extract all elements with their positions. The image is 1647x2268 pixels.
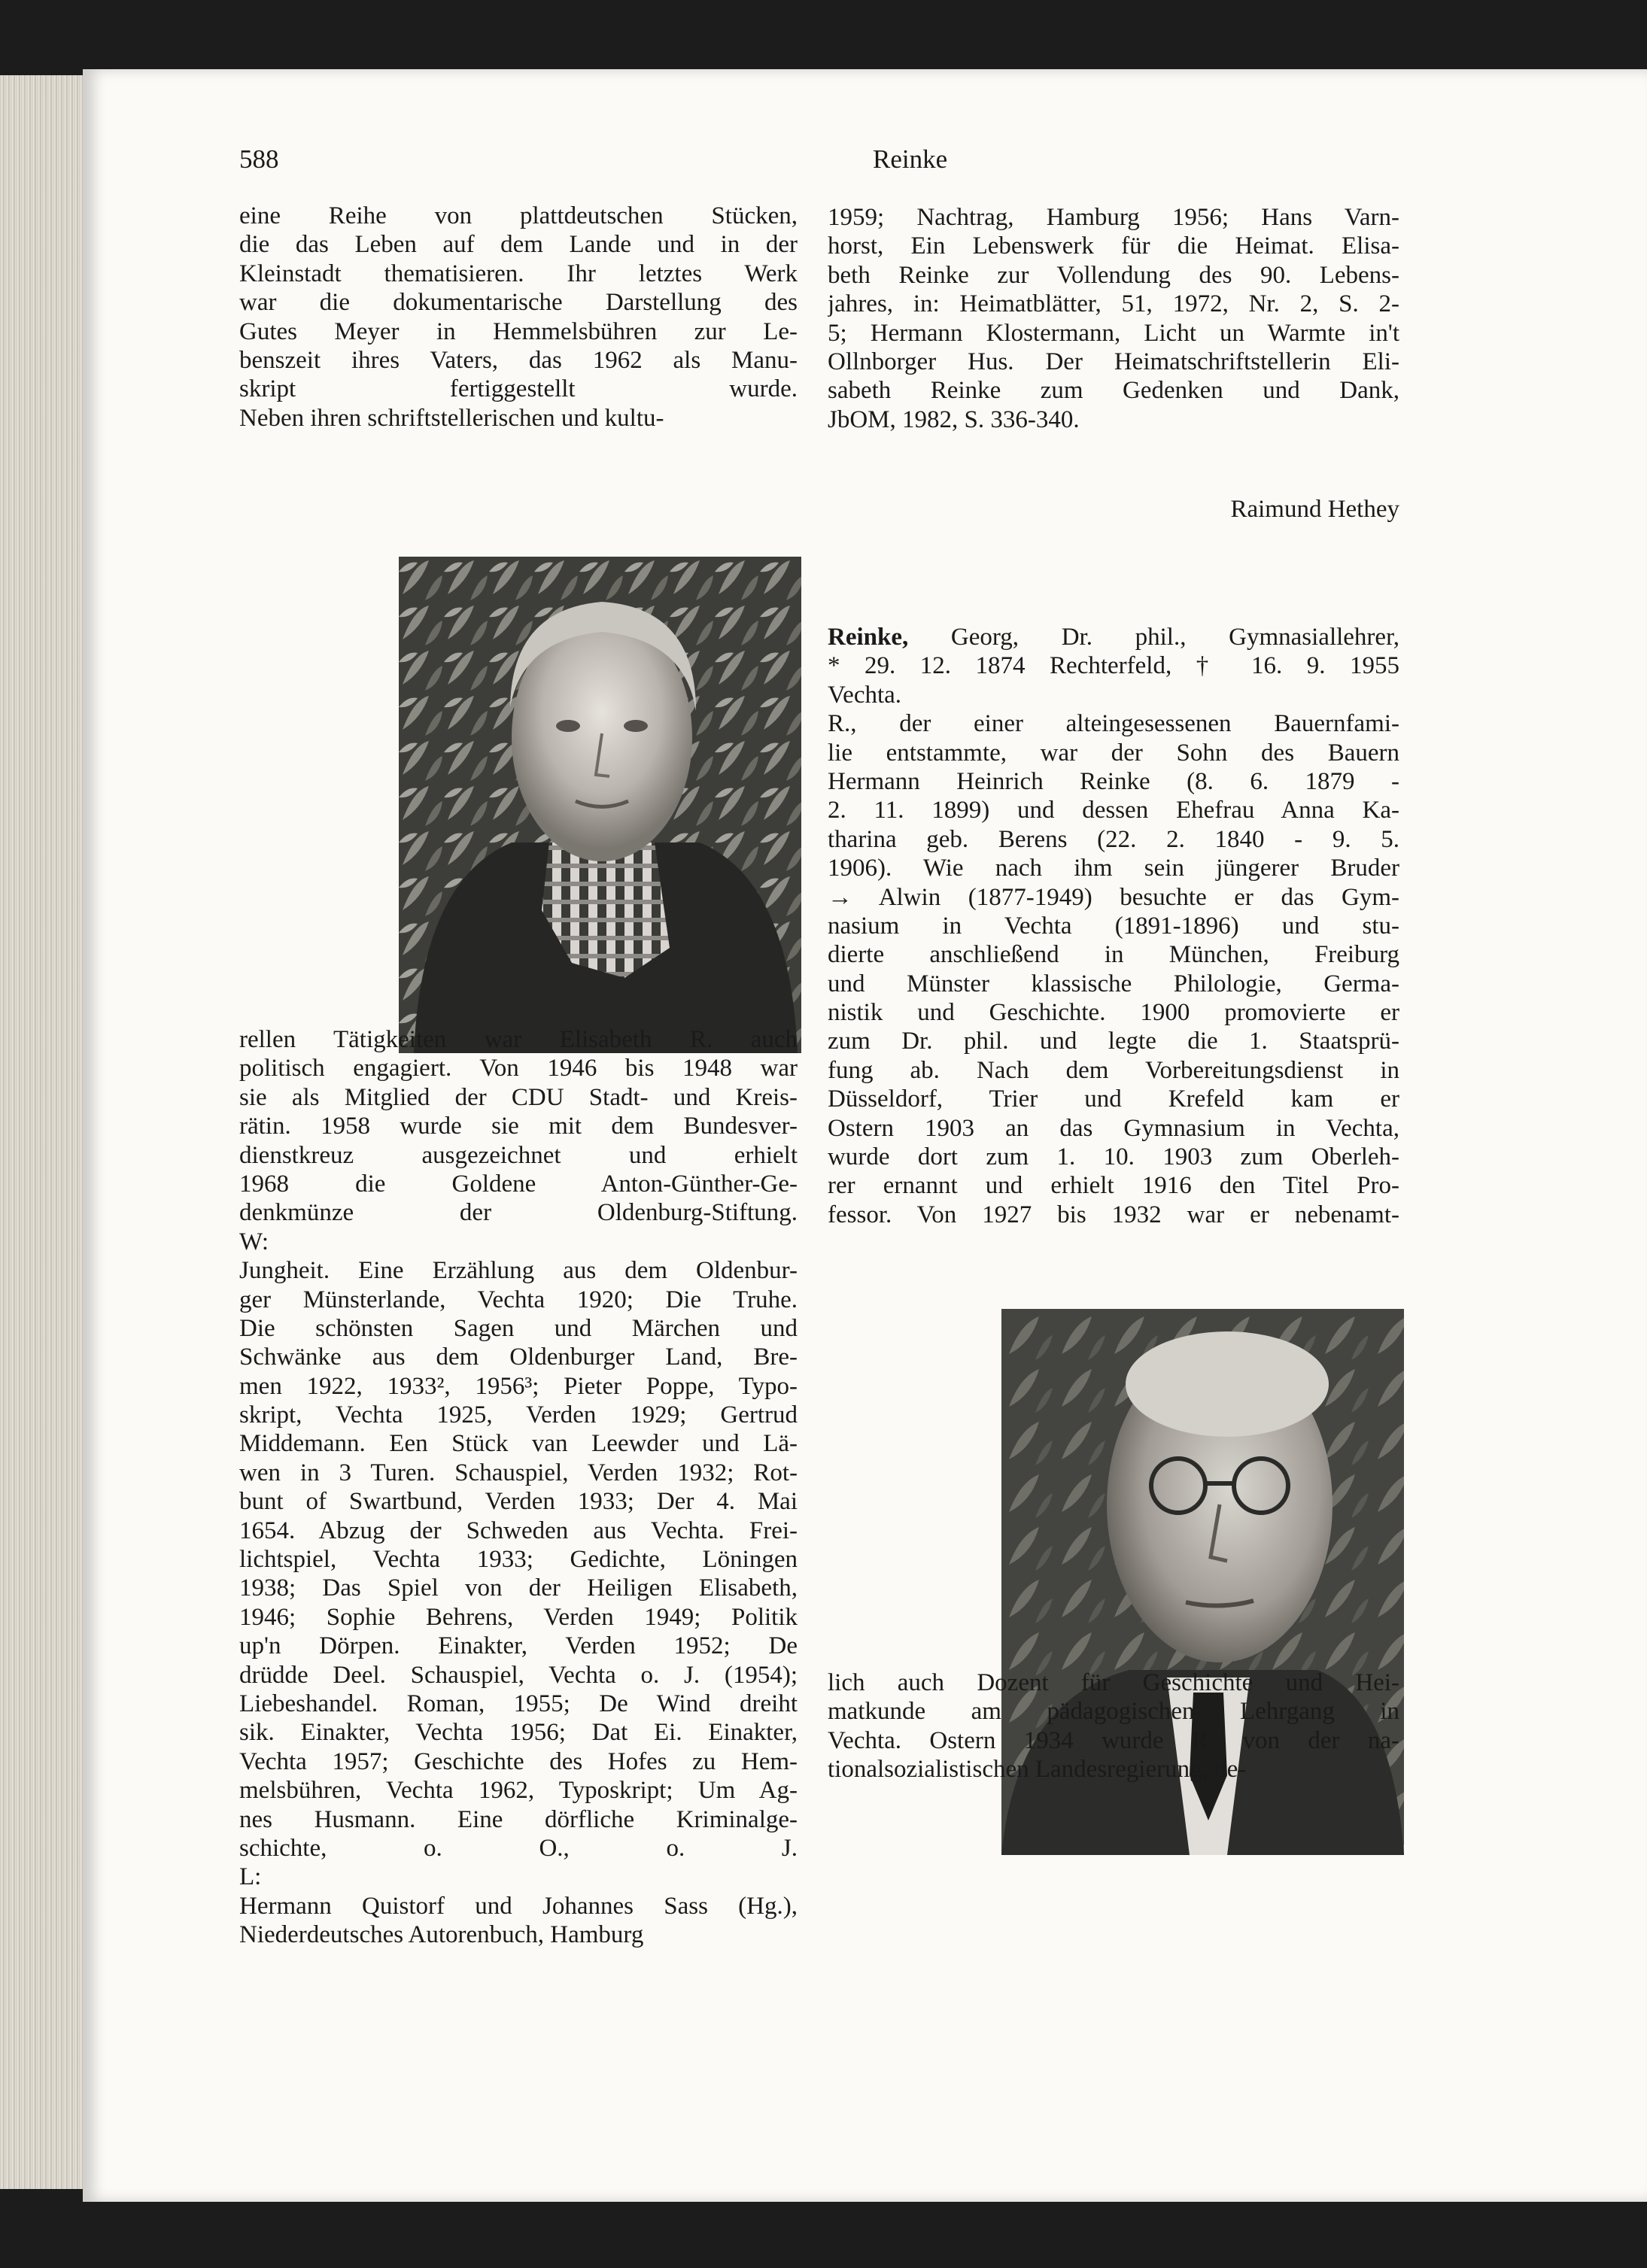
entry-line: fung ab. Nach dem Vorbereitungsdienst in bbox=[828, 1056, 1399, 1084]
entry-line: R., der einer alteingesessenen Bauernfami- bbox=[828, 710, 1399, 738]
entry-line: lie entstammte, war der Sohn des Bauern bbox=[828, 739, 1399, 767]
left-bottom-line: up'n Dörpen. Einakter, Verden 1952; De bbox=[239, 1632, 798, 1660]
entry-line: rer ernannt und erhielt 1916 den Titel Pro- bbox=[828, 1172, 1399, 1200]
right-top-line: horst, Ein Lebenswerk für die Heimat. Elisa- bbox=[828, 232, 1399, 260]
entry-line: Hermann Heinrich Reinke (8. 6. 1879 - bbox=[828, 767, 1399, 795]
left-bottom-line: Schwänke aus dem Oldenburger Land, Bre- bbox=[239, 1343, 798, 1371]
right-bottom-line: lich auch Dozent für Geschichte und Hei- bbox=[828, 1669, 1399, 1696]
left-bottom-line: ger Münsterlande, Vechta 1920; Die Truhe. bbox=[239, 1286, 798, 1313]
left-top-line: die das Leben auf dem Lande und in der bbox=[239, 231, 798, 259]
left-bottom-line: politisch engagiert. Von 1946 bis 1948 war bbox=[239, 1055, 798, 1082]
left-bottom-line: Middemann. Een Stück van Leewder und Lä- bbox=[239, 1430, 798, 1458]
left-bottom-line: Hermann Quistorf und Johannes Sass (Hg.), bbox=[239, 1892, 798, 1920]
left-bottom-line: 1938; Das Spiel von der Heiligen Elisabeth, bbox=[239, 1574, 798, 1602]
left-bottom-line: sik. Einakter, Vechta 1956; Dat Ei. Einakter, bbox=[239, 1719, 798, 1747]
entry-line: 1906). Wie nach ihm sein jüngerer Bruder bbox=[828, 855, 1399, 882]
entry-heading-rest: Georg, Dr. phil., Gymnasiallehrer, bbox=[908, 624, 1399, 651]
left-bottom-line: sie als Mitglied der CDU Stadt- und Kreis- bbox=[239, 1083, 798, 1111]
right-top-line: jahres, in: Heimatblätter, 51, 1972, Nr. 2, S. 2- bbox=[828, 290, 1399, 318]
right-top-line: sabeth Reinke zum Gedenken und Dank, bbox=[828, 377, 1399, 405]
entry-line: zum Dr. phil. und legte die 1. Staatsprü- bbox=[828, 1028, 1399, 1055]
left-bottom-line: 1946; Sophie Behrens, Verden 1949; Politik bbox=[239, 1603, 798, 1631]
left-top-line: skript fertiggestellt wurde. bbox=[239, 375, 798, 403]
left-top-line: Kleinstadt thematisieren. Ihr letztes Werk bbox=[239, 260, 798, 287]
entry-name: Reinke, bbox=[828, 624, 909, 651]
entry-line: * 29. 12. 1874 Rechterfeld, † 16. 9. 1955 bbox=[828, 652, 1399, 680]
entry-line: und Münster klassische Philologie, Germa- bbox=[828, 970, 1399, 997]
right-bottom-line: tionalsozialistischen Landesregierung, de- bbox=[828, 1756, 1247, 1784]
entry-line: dierte anschließend in München, Freiburg bbox=[828, 941, 1399, 969]
left-bottom-line: bunt of Swartbund, Verden 1933; Der 4. Mai bbox=[239, 1488, 798, 1516]
left-top-line: war die dokumentarische Darstellung des bbox=[239, 289, 798, 317]
right-top-line: JbOM, 1982, S. 336-340. bbox=[828, 405, 1080, 433]
left-bottom-line: drüdde Deel. Schauspiel, Vechta o. J. (1954); bbox=[239, 1661, 798, 1689]
left-top-line: benszeit ihres Vaters, das 1962 als Manu- bbox=[239, 346, 798, 374]
left-bottom-line: Jungheit. Eine Erzählung aus dem Oldenbur- bbox=[239, 1257, 798, 1285]
entry-line: tharina geb. Berens (22. 2. 1840 - 9. 5. bbox=[828, 825, 1399, 853]
georg-reinke-entry bbox=[828, 623, 1399, 1229]
left-bottom-line: melsbühren, Vechta 1962, Typoskript; Um Ag- bbox=[239, 1777, 798, 1805]
entry-line: 2. 11. 1899) und dessen Ehefrau Anna Ka- bbox=[828, 797, 1399, 824]
left-top-line: eine Reihe von plattdeutschen Stücken, bbox=[239, 202, 798, 229]
right-top-line: 1959; Nachtrag, Hamburg 1956; Hans Varn- bbox=[828, 204, 1399, 231]
right-bottom-line: matkunde am pädagogischen Lehrgang in bbox=[828, 1698, 1399, 1726]
left-bottom-line: L: bbox=[239, 1863, 262, 1891]
left-bottom-line: dienstkreuz ausgezeichnet und erhielt bbox=[239, 1141, 798, 1169]
author-signature: Raimund Hethey bbox=[1230, 496, 1399, 523]
book-page-edges bbox=[0, 75, 83, 2189]
entry-line: fessor. Von 1927 bis 1932 war er nebenamt- bbox=[828, 1201, 1399, 1228]
left-bottom-line: 1968 die Goldene Anton-Günther-Ge- bbox=[239, 1170, 798, 1198]
portrait-photo-elisabeth-reinke bbox=[399, 557, 801, 1053]
left-bottom-line: lichtspiel, Vechta 1933; Gedichte, Löningen bbox=[239, 1546, 798, 1574]
portrait-woman-image bbox=[399, 557, 801, 1053]
left-top-line: Gutes Meyer in Hemmelsbühren zur Le- bbox=[239, 317, 798, 345]
left-bottom-line: Niederdeutsches Autorenbuch, Hamburg bbox=[239, 1921, 644, 1949]
left-bottom-line: Liebeshandel. Roman, 1955; De Wind dreiht bbox=[239, 1690, 798, 1717]
running-title: Reinke bbox=[873, 144, 948, 174]
left-bottom-line: Vechta 1957; Geschichte des Hofes zu Hem- bbox=[239, 1747, 798, 1775]
left-bottom-line: rätin. 1958 wurde sie mit dem Bundesver- bbox=[239, 1113, 798, 1140]
left-bottom-line: schichte, o. O., o. J. bbox=[239, 1834, 798, 1862]
left-bottom-line: nes Husmann. Eine dörfliche Kriminalge- bbox=[239, 1805, 798, 1833]
entry-line: Vechta. bbox=[828, 681, 902, 709]
entry-line: Ostern 1903 an das Gymnasium in Vechta, bbox=[828, 1114, 1399, 1142]
right-top-line: beth Reinke zur Vollendung des 90. Lebens- bbox=[828, 261, 1399, 289]
left-bottom-line: denkmünze der Oldenburg-Stiftung. bbox=[239, 1199, 798, 1227]
left-column-top-text bbox=[239, 202, 798, 433]
right-column-top-text bbox=[828, 203, 1399, 434]
left-bottom-line: 1654. Abzug der Schweden aus Vechta. Frei- bbox=[239, 1517, 798, 1544]
left-bottom-line: W: bbox=[239, 1228, 269, 1255]
right-bottom-line: Vechta. Ostern 1934 wurde R. von der na- bbox=[828, 1726, 1399, 1754]
left-top-line: Neben ihren schriftstellerischen und kultu- bbox=[239, 404, 664, 432]
right-top-line: Ollnborger Hus. Der Heimatschriftstellerin Eli- bbox=[828, 348, 1399, 375]
left-bottom-line: wen in 3 Turen. Schauspiel, Verden 1932; Rot- bbox=[239, 1459, 798, 1486]
left-bottom-line: Die schönsten Sagen und Märchen und bbox=[239, 1314, 798, 1342]
entry-line: wurde dort zum 1. 10. 1903 zum Oberleh- bbox=[828, 1143, 1399, 1171]
right-column-bottom-text bbox=[828, 1668, 1399, 1784]
entry-line bbox=[828, 623, 1399, 651]
entry-line: Düsseldorf, Trier und Krefeld kam er bbox=[828, 1085, 1399, 1113]
page-number: 588 bbox=[239, 144, 279, 174]
entry-line: nistik und Geschichte. 1900 promovierte er bbox=[828, 999, 1399, 1027]
left-bottom-line: skript, Vechta 1925, Verden 1929; Gertrud bbox=[239, 1401, 798, 1429]
left-bottom-line: men 1922, 1933², 1956³; Pieter Poppe, Typo- bbox=[239, 1372, 798, 1400]
entry-line: → Alwin (1877-1949) besuchte er das Gym- bbox=[828, 883, 1399, 911]
right-top-line: 5; Hermann Klostermann, Licht un Warmte in't bbox=[828, 319, 1399, 347]
left-column-bottom-text bbox=[239, 1025, 798, 1950]
author-signature-block bbox=[828, 495, 1399, 524]
entry-line: nasium in Vechta (1891-1896) und stu- bbox=[828, 912, 1399, 940]
running-head bbox=[239, 144, 1488, 190]
left-bottom-line: rellen Tätigkeiten war Elisabeth R. auch bbox=[239, 1026, 798, 1053]
